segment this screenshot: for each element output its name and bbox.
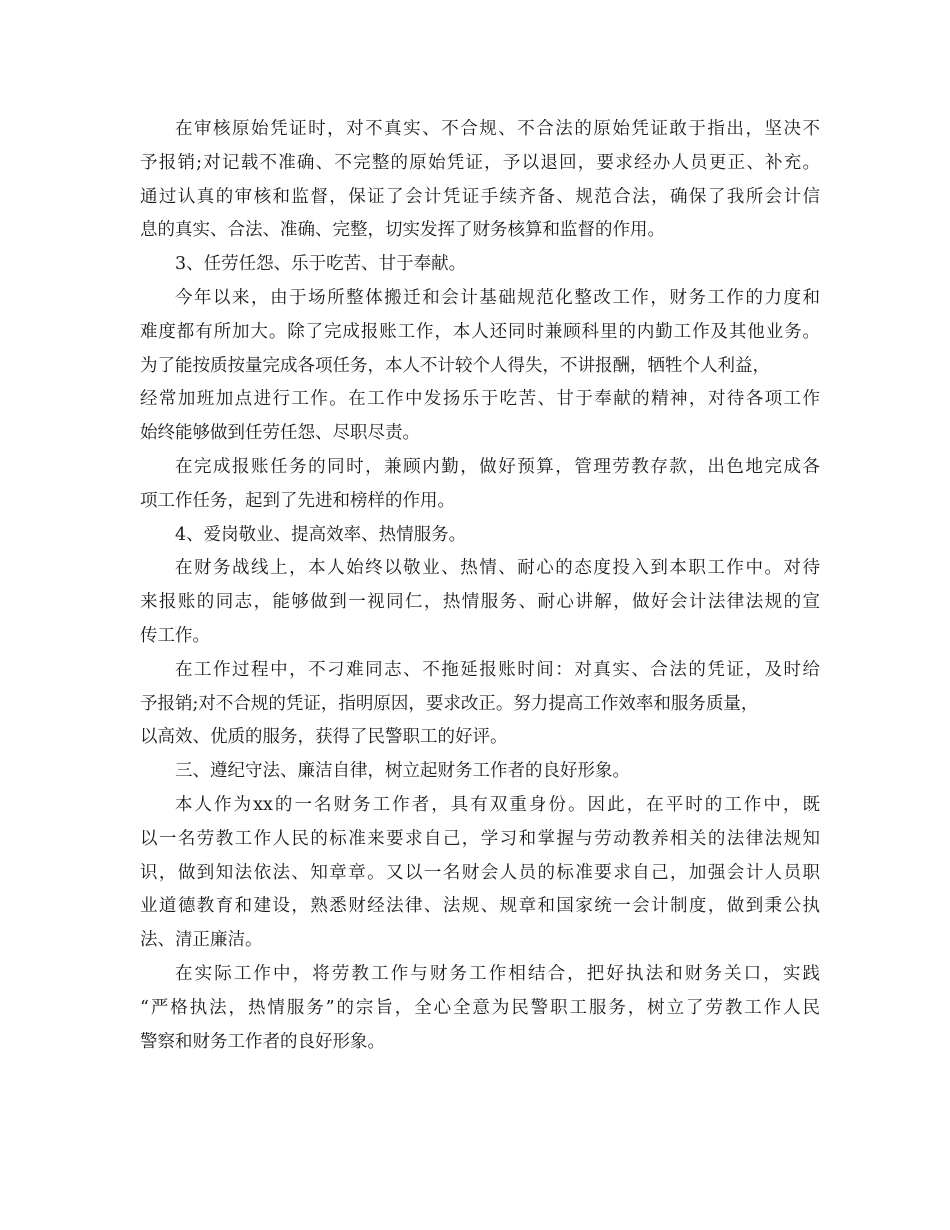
- heading-text: 3、任劳任怨、乐于吃苦、甘于奉献。: [175, 254, 467, 275]
- text-line: 在实际工作中，将劳教工作与财务工作相结合，把好执法和财务关口，实践: [175, 963, 820, 984]
- paragraph-reimbursement-tasks: [140, 451, 820, 519]
- section-heading-three: [140, 755, 820, 789]
- text-line: 识，做到知法依法、知章章。又以一名财会人员的标准要求自己，加强会计人员职: [140, 862, 820, 883]
- section-heading-3: [140, 248, 820, 282]
- paragraph-dedication: [140, 552, 820, 653]
- text-line: 难度都有所加大。除了完成报账工作，本人还同时兼顾科里的内勤工作及其他业务。: [140, 321, 820, 342]
- text-line: 予报销;对记载不准确、不完整的原始凭证，予以退回，要求经办人员更正、补充。: [140, 152, 820, 173]
- text-line: 传工作。: [140, 625, 210, 646]
- text-line: 在审核原始凭证时，对不真实、不合规、不合法的原始凭证敢于指出，坚决不: [175, 119, 820, 139]
- section-heading-4: [140, 519, 820, 553]
- text-line: 在工作过程中，不刁难同志、不拖延报账时间：对真实、合法的凭证，及时给: [175, 659, 820, 680]
- text-line: 警察和财务工作者的良好形象。: [140, 1031, 385, 1052]
- text-line: 今年以来，由于场所整体搬迁和会计基础规范化整改工作，财务工作的力度和: [175, 287, 820, 308]
- text-line: 业道德教育和建设，熟悉财经法律、法规、规章和国家统一会计制度，做到秉公执: [140, 896, 820, 917]
- text-line: 以一名劳教工作人民的标准来要求自己，学习和掌握与劳动教养相关的法律法规知: [140, 828, 820, 849]
- text-line: 来报账的同志，能够做到一视同仁，热情服务、耐心讲解，做好会计法律法规的宣: [140, 592, 820, 613]
- paragraph-work-process: [140, 654, 820, 755]
- text-line: 在财务战线上，本人始终以敬业、热情、耐心的态度投入到本职工作中。对待: [175, 558, 820, 579]
- document-body: [140, 113, 820, 1059]
- text-line: 息的真实、合法、准确、完整，切实发挥了财务核算和监督的作用。: [140, 220, 665, 241]
- paragraph-workload: [140, 282, 820, 451]
- text-line: “严格执法，热情服务”的宗旨，全心全意为民警职工服务，树立了劳教工作人民: [140, 997, 820, 1018]
- text-line: 以高效、优质的服务，获得了民警职工的好评。: [140, 727, 508, 748]
- heading-text: 4、爱岗敬业、提高效率、热情服务。: [175, 524, 467, 545]
- text-line: 始终能够做到任劳任怨、尽职尽责。: [140, 423, 420, 444]
- paragraph-dual-identity: [140, 789, 820, 958]
- text-line: 法、清正廉洁。: [140, 930, 263, 951]
- heading-text: 三、遵纪守法、廉洁自律，树立起财务工作者的良好形象。: [175, 761, 630, 782]
- paragraph-practice: [140, 958, 820, 1059]
- text-line: 本人作为xx的一名财务工作者，具有双重身份。因此，在平时的工作中，既: [175, 794, 820, 815]
- text-line: 经常加班加点进行工作。在工作中发扬乐于吃苦、甘于奉献的精神，对待各项工作: [140, 389, 820, 410]
- text-line: 在完成报账任务的同时，兼顾内勤，做好预算，管理劳教存款，出色地完成各: [175, 456, 820, 477]
- text-line: 予报销;对不合规的凭证，指明原因，要求改正。努力提高工作效率和服务质量，: [140, 693, 759, 714]
- text-line: 为了能按质按量完成各项任务，本人不计较个人得失，不讲报酬，牺牲个人利益，: [140, 355, 770, 376]
- paragraph-voucher-review: [140, 113, 820, 248]
- text-line: 通过认真的审核和监督，保证了会计凭证手续齐备、规范合法，确保了我所会计信: [140, 186, 820, 207]
- text-line: 项工作任务，起到了先进和榜样的作用。: [140, 490, 455, 511]
